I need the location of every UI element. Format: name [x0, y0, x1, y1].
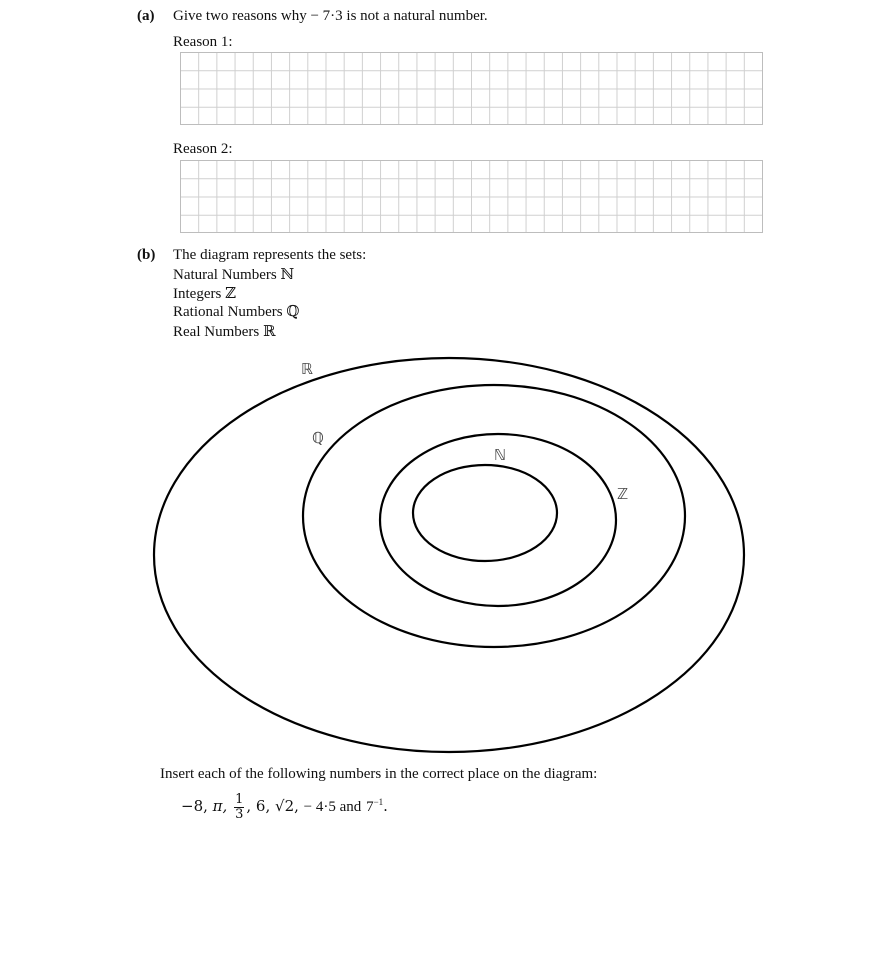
set-rational: Rational Numbers ℚ	[173, 304, 300, 320]
part-a-question: Give two reasons why − 7·3 is not a natural number.	[173, 8, 488, 24]
set-integers: Integers ℤ	[173, 286, 237, 302]
number-pi: π,	[212, 797, 228, 815]
number-neg-4-5: − 4·5 and	[303, 799, 362, 815]
set-natural: Natural Numbers ℕ	[173, 267, 295, 283]
rational-set-ellipse	[303, 385, 685, 647]
number-sqrt2: √2,	[275, 797, 299, 815]
number-seven-inverse	[366, 799, 383, 815]
seven-base: 7	[366, 799, 374, 815]
set-real: Real Numbers ℝ	[173, 324, 276, 340]
number-one-third	[234, 793, 244, 822]
seven-exponent: −1	[373, 797, 384, 807]
number-six: , 6,	[246, 797, 271, 815]
natural-set-ellipse	[413, 465, 557, 561]
fraction-denominator: 3	[235, 806, 244, 822]
natural-set-label: ℕ	[494, 446, 507, 464]
integer-set-label: ℤ	[617, 485, 629, 503]
number-neg8: −8,	[181, 797, 208, 815]
numbers-list	[181, 784, 388, 825]
fraction-numerator: 1	[235, 791, 244, 807]
instruction-text: Insert each of the following numbers in the correct place on the diagram:	[160, 766, 598, 782]
part-b-intro: The diagram represents the sets:	[173, 247, 367, 263]
part-a-label: (a)	[137, 8, 155, 24]
list-end: .	[383, 797, 388, 815]
rational-set-label: ℚ	[312, 429, 324, 447]
reason-2-label: Reason 2:	[173, 141, 233, 157]
real-set-label: ℝ	[301, 360, 313, 378]
reason-1-label: Reason 1:	[173, 34, 233, 50]
part-b-label: (b)	[137, 247, 156, 263]
